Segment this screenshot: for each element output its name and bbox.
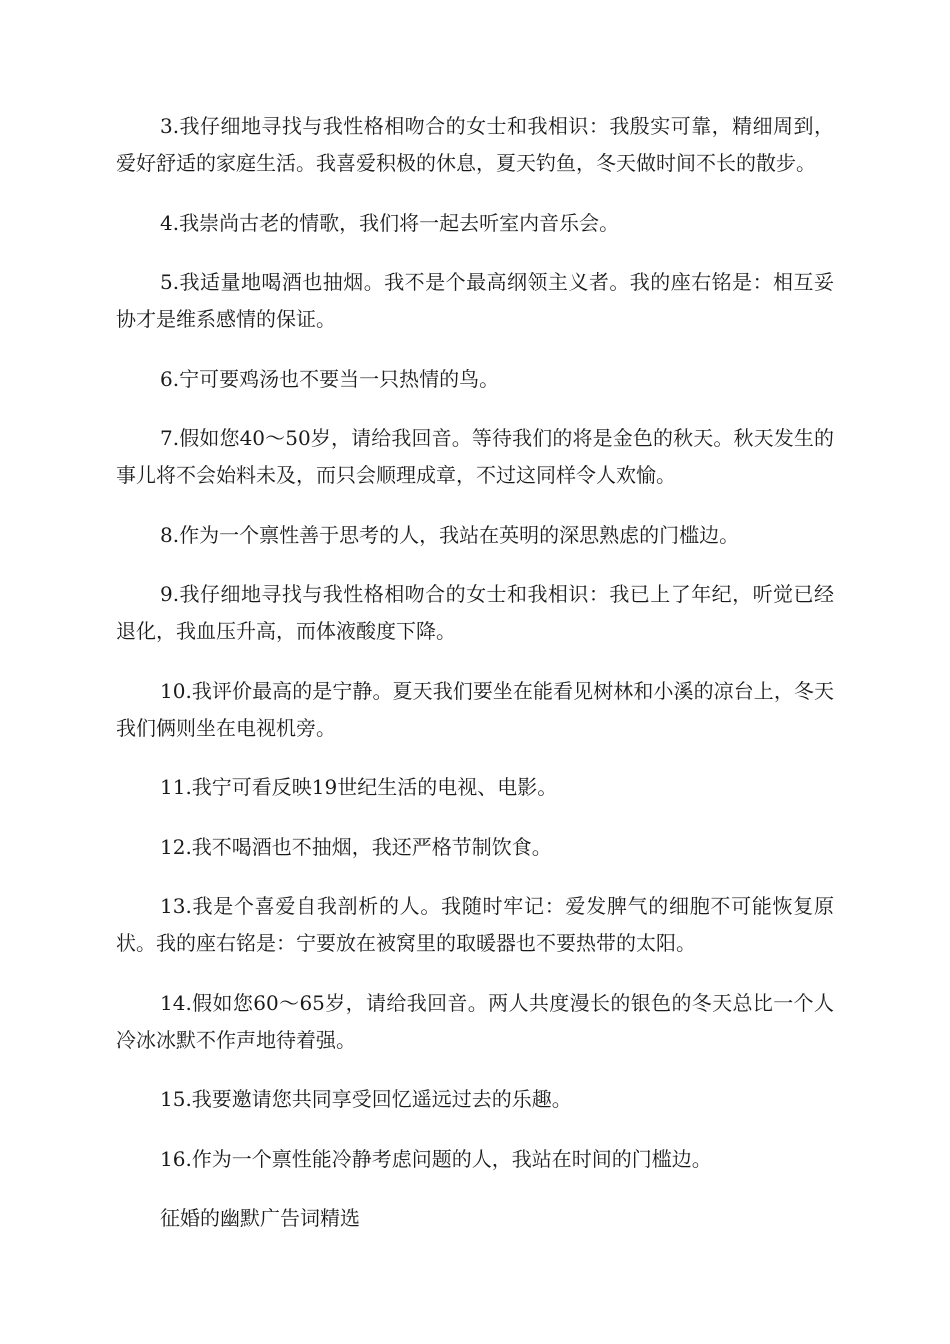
- document-body: [116, 108, 834, 1260]
- paragraph-item-6: 6.宁可要鸡汤也不要当一只热情的鸟。: [160, 366, 500, 391]
- paragraph-item-9: 9.我仔细地寻找与我性格相吻合的女士和我相识：我已上了年纪，听觉已经退化，我血压升高，而体液酸度下降。: [116, 582, 834, 643]
- paragraph-item-5: 5.我适量地喝酒也抽烟。我不是个最高纲领主义者。我的座右铭是：相互妥协才是维系感情的保证。: [116, 270, 834, 331]
- paragraph-item-4: 4.我崇尚古老的情歌，我们将一起去听室内音乐会。: [160, 210, 620, 235]
- paragraph-item-16: 16.作为一个禀性能冷静考虑问题的人，我站在时间的门槛边。: [160, 1146, 712, 1171]
- section-heading: 征婚的幽默广告词精选: [160, 1206, 360, 1230]
- paragraph-item-10: 10.我评价最高的是宁静。夏天我们要坐在能看见树林和小溪的凉台上，冬天我们俩则坐在电视机旁。: [116, 678, 834, 740]
- paragraph-item-8: 8.作为一个禀性善于思考的人，我站在英明的深思熟虑的门槛边。: [160, 522, 740, 547]
- paragraph-item-13: 13.我是个喜爱自我剖析的人。我随时牢记：爱发脾气的细胞不可能恢复原状。我的座右铭是：宁要放在被窝里的取暖器也不要热带的太阳。: [116, 894, 834, 955]
- paragraph-item-12: 12.我不喝酒也不抽烟，我还严格节制饮食。: [160, 834, 552, 859]
- paragraph-item-3: 3.我仔细地寻找与我性格相吻合的女士和我相识：我殷实可靠，精细周到，爱好舒适的家庭生活。我喜爱积极的休息，夏天钓鱼，冬天做时间不长的散步。: [116, 114, 834, 175]
- paragraph-item-7: 7.假如您40～50岁，请给我回音。等待我们的将是金色的秋天。秋天发生的事儿将不会始料未及，而只会顺理成章，不过这同样令人欢愉。: [116, 426, 834, 487]
- paragraph-item-15: 15.我要邀请您共同享受回忆遥远过去的乐趣。: [160, 1087, 572, 1111]
- paragraph-item-11: 11.我宁可看反映19世纪生活的电视、电影。: [160, 775, 558, 799]
- paragraph-item-14: 14.假如您60～65岁，请给我回音。两人共度漫长的银色的冬天总比一个人冷冰冰默不作声地待着强。: [116, 990, 834, 1052]
